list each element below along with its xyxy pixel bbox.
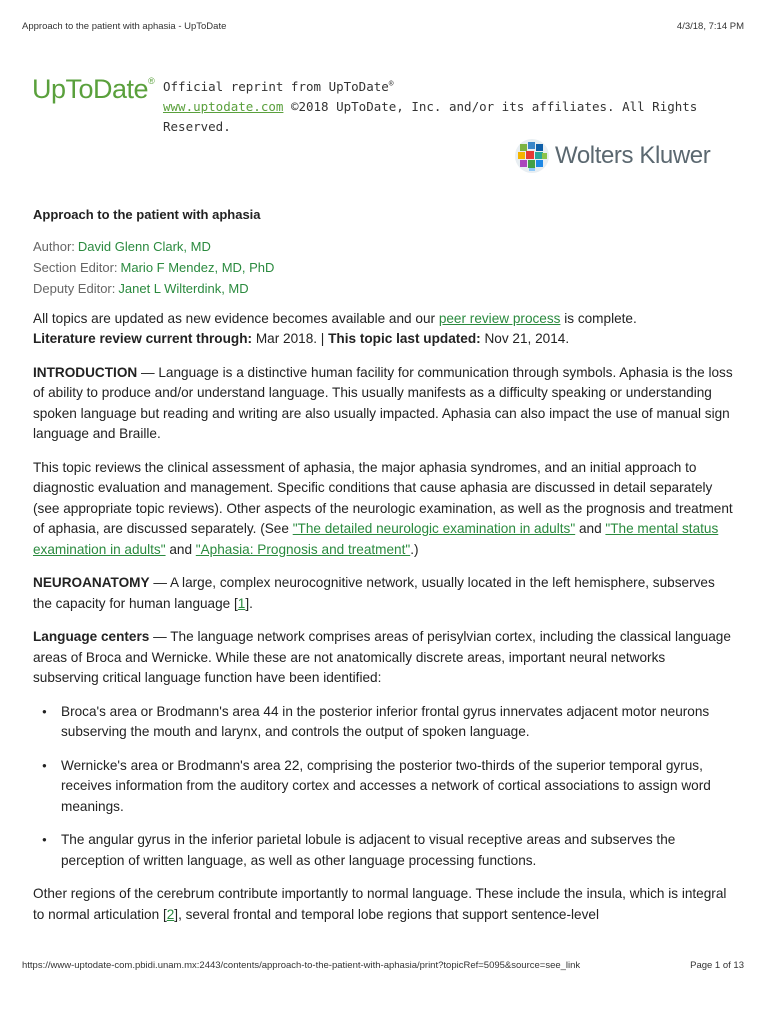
print-header [22,21,744,35]
review-and-2: and [165,541,196,557]
aphasia-prognosis-link[interactable]: "Aphasia: Prognosis and treatment" [195,541,411,557]
byline-deputy-editor [33,278,733,299]
intro-text: — Language is a distinctive human facility for communication through symbols. Aphasia is the loss of ability to produce and/or understand language. This usually manifests as a difficulty speaking or understanding spoken language but reading and writing are also usually impacted. Aphasia can also impact the use of manual sign language and Braille. [33,364,733,441]
neuroanatomy-end: ]. [245,595,253,611]
lit-review-label: Literature review current through: [33,331,253,346]
deputy-editor-label: Deputy Editor: [33,280,116,296]
list-item: ● The angular gyrus in the inferior parietal lobule is adjacent to visual receptive areas and subserves the perception of written language, as well as other language processing functions. [61,830,733,871]
author-label: Author: [33,238,75,254]
section-editor-link[interactable]: Mario F Mendez, MD, PhD [120,259,275,275]
uptodate-logo[interactable] [32,74,154,105]
deputy-editor-link[interactable]: Janet L Wilterdink, MD [118,280,249,296]
review-end: .) [410,541,419,557]
language-centers-heading: Language centers [33,629,150,644]
other-regions-end: ], several frontal and temporal lobe regions that support sentence-level [174,906,599,922]
logo-text: UpToDate [32,74,149,104]
reference-link-1[interactable]: 1 [237,595,246,611]
print-footer-url: https://www-uptodate-com.pbidi.unam.mx:2443/contents/approach-to-the-patient-with-aphasia/print?topicRef=5095&source=see_link [22,960,581,971]
reference-link-2[interactable]: 2 [166,906,175,922]
reprint-line: Official reprint from UpToDate [163,79,389,95]
list-item: ● Wernicke's area or Brodmann's area 22, comprising the posterior two-thirds of the superior temporal gyrus, receives information from the auditory cortex and accesses a network of cortical associations to assign word meanings. [61,756,733,818]
intro-paragraph [33,363,733,445]
other-regions-text: Other regions of the cerebrum contribute importantly to normal language. These include the insula, which is integral to normal articulation [ [33,886,727,922]
section-editor-label: Section Editor: [33,259,118,275]
reprint-notice [163,74,768,137]
last-updated-label: This topic last updated: [328,331,481,346]
mental-status-link[interactable]: "The mental status examination in adults" [33,521,719,557]
language-areas-list [33,702,733,872]
wolters-kluwer-globe-icon [514,138,550,174]
updates-text-pre: All topics are updated as new evidence becomes available and our [33,310,439,326]
update-info [33,309,733,350]
wolters-kluwer-name: Wolters Kluwer [555,142,711,169]
logo-registered-mark: ® [148,76,155,86]
neuro-exam-link[interactable]: "The detailed neurologic examination in adults" [292,521,576,536]
copyright-text: ©2018 UpToDate, Inc. and/or its affiliates. All Rights Reserved. [163,99,698,135]
language-centers-paragraph [33,627,733,689]
review-and-1: and [575,521,606,536]
updates-text-post: is complete. [560,310,637,326]
print-header-title: Approach to the patient with aphasia - UpToDate [22,21,227,32]
neuroanatomy-text: — A large, complex neurocognitive network, usually located in the left hemisphere, subserves the capacity for human language [ [33,575,715,611]
peer-review-link[interactable]: peer review process [438,310,561,326]
reprint-registered-mark: ® [388,79,394,88]
article-title: Approach to the patient with aphasia [33,207,261,222]
intro-heading: INTRODUCTION [33,364,138,380]
uptodate-link[interactable]: www.uptodate.com [163,99,284,115]
language-centers-text: — The language network comprises areas of perisylvian cortex, including the classical language areas of Broca and Wernicke. While these are not anatomically discrete areas, important neural networks subserving critical language function have been identified: [33,629,731,685]
byline-section-editor [33,257,733,278]
list-item: ● Broca's area or Brodmann's area 44 in the posterior inferior frontal gyrus innervates adjacent motor neurons subserving the mouth and larynx, and controls the output of spoken language. [61,702,733,743]
neuroanatomy-paragraph [33,573,733,614]
lit-review-value: Mar 2018. | [252,331,329,346]
review-paragraph [33,458,733,561]
print-footer-page: Page 1 of 13 [690,960,744,971]
other-regions-paragraph [33,884,733,925]
author-link[interactable]: David Glenn Clark, MD [77,238,211,254]
last-updated-value: Nov 21, 2014. [480,331,570,346]
print-header-datetime: 4/3/18, 7:14 PM [676,21,744,32]
review-text: This topic reviews the clinical assessment of aphasia, the major aphasia syndromes, and an initial approach to diagnostic evaluation and management. Specific conditions that cause aphasia are discussed in detail separately (see appropriate topic reviews). Other aspects of the neurologic examination, as well as the prognosis and treatment of aphasia, are discussed separately. (See [33,459,733,536]
article [33,205,733,938]
neuroanatomy-heading: NEUROANATOMY [33,575,150,590]
byline-author [33,236,733,257]
